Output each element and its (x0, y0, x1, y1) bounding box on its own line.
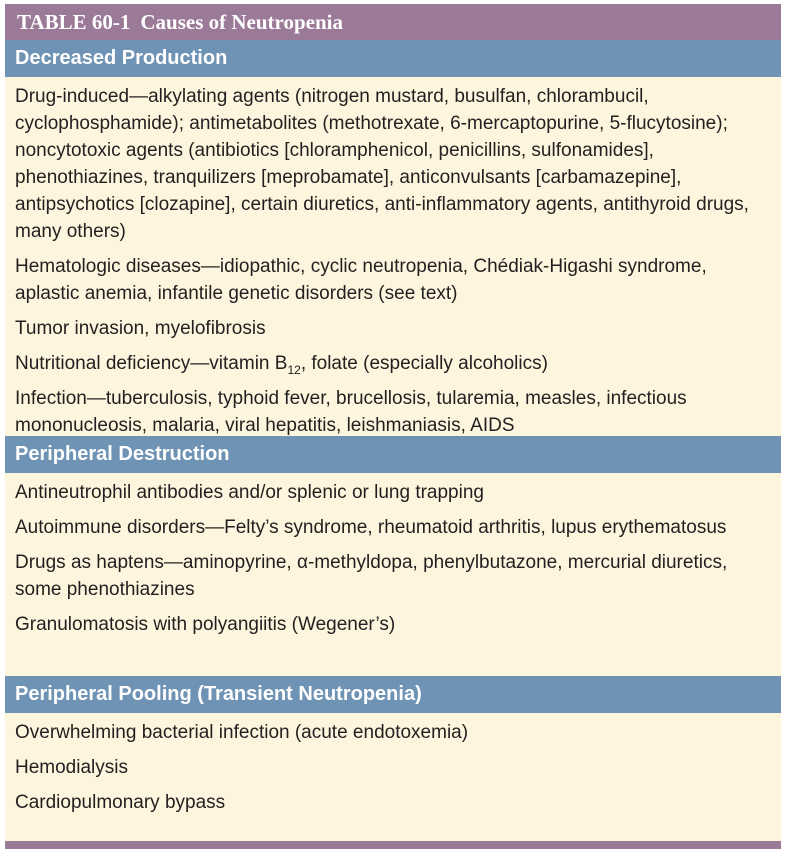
subscript: 12 (287, 363, 301, 377)
table-bottom-rule (5, 841, 781, 849)
item-text: Nutritional deficiency—vitamin B (15, 353, 288, 374)
list-item: Hemodialysis (15, 757, 128, 778)
list-item: Tumor invasion, myelofibrosis (15, 318, 266, 339)
list-item: Overwhelming bacterial infection (acute endotoxemia) (15, 722, 469, 743)
neutropenia-table (5, 4, 781, 849)
table-number: TABLE 60-1 (17, 10, 131, 34)
section-heading: Peripheral Destruction (5, 436, 781, 473)
list-item (15, 350, 771, 377)
table-title-bar (5, 4, 781, 40)
section-heading: Peripheral Pooling (Transient Neutropenia) (5, 676, 781, 713)
list-item: Granulomatosis with polyangiitis (Wegener’s) (15, 614, 396, 635)
list-item: Hematologic diseases—idiopathic, cyclic neutropenia, Chédiak-Higashi syndrome, aplastic anemia, infantile genetic disorders (see text) (15, 256, 707, 304)
list-item: Drug-induced—alkylating agents (nitrogen mustard, busulfan, chlorambucil, cyclophosphamide); antimetabolites (methotrexate, 6-mercaptopurine, 5-flucytosine); noncytotoxic agents (antibiotics [chloramphenicol, penicillins, sulfonamides], phenothiazines, tranquilizers [meprobamate], anticonvulsants [carbamazepine], antipsychotics [clozapine], certain diuretics, anti-inflammatory agents, antithyroid drugs, many others) (15, 86, 749, 242)
section-peripheral-destruction (5, 436, 781, 676)
section-heading: Decreased Production (5, 40, 781, 77)
section-body (5, 77, 781, 436)
section-body (5, 713, 781, 818)
list-item: Drugs as haptens—aminopyrine, α-methyldopa, phenylbutazone, mercurial diuretics, some phenothiazines (15, 552, 728, 600)
section-body (5, 473, 781, 676)
list-item: Cardiopulmonary bypass (15, 792, 226, 813)
section-peripheral-pooling (5, 676, 781, 818)
list-item: Infection—tuberculosis, typhoid fever, brucellosis, tularemia, measles, infectious mononucleosis, malaria, viral hepatitis, leishmaniasis, AIDS (15, 388, 687, 436)
list-item: Antineutrophil antibodies and/or splenic or lung trapping (15, 482, 484, 503)
item-text: , folate (especially alcoholics) (300, 353, 548, 374)
table-title: Causes of Neutropenia (140, 10, 344, 34)
list-item: Autoimmune disorders—Felty’s syndrome, rheumatoid arthritis, lupus erythematosus (15, 517, 727, 538)
section-decreased-production (5, 40, 781, 436)
